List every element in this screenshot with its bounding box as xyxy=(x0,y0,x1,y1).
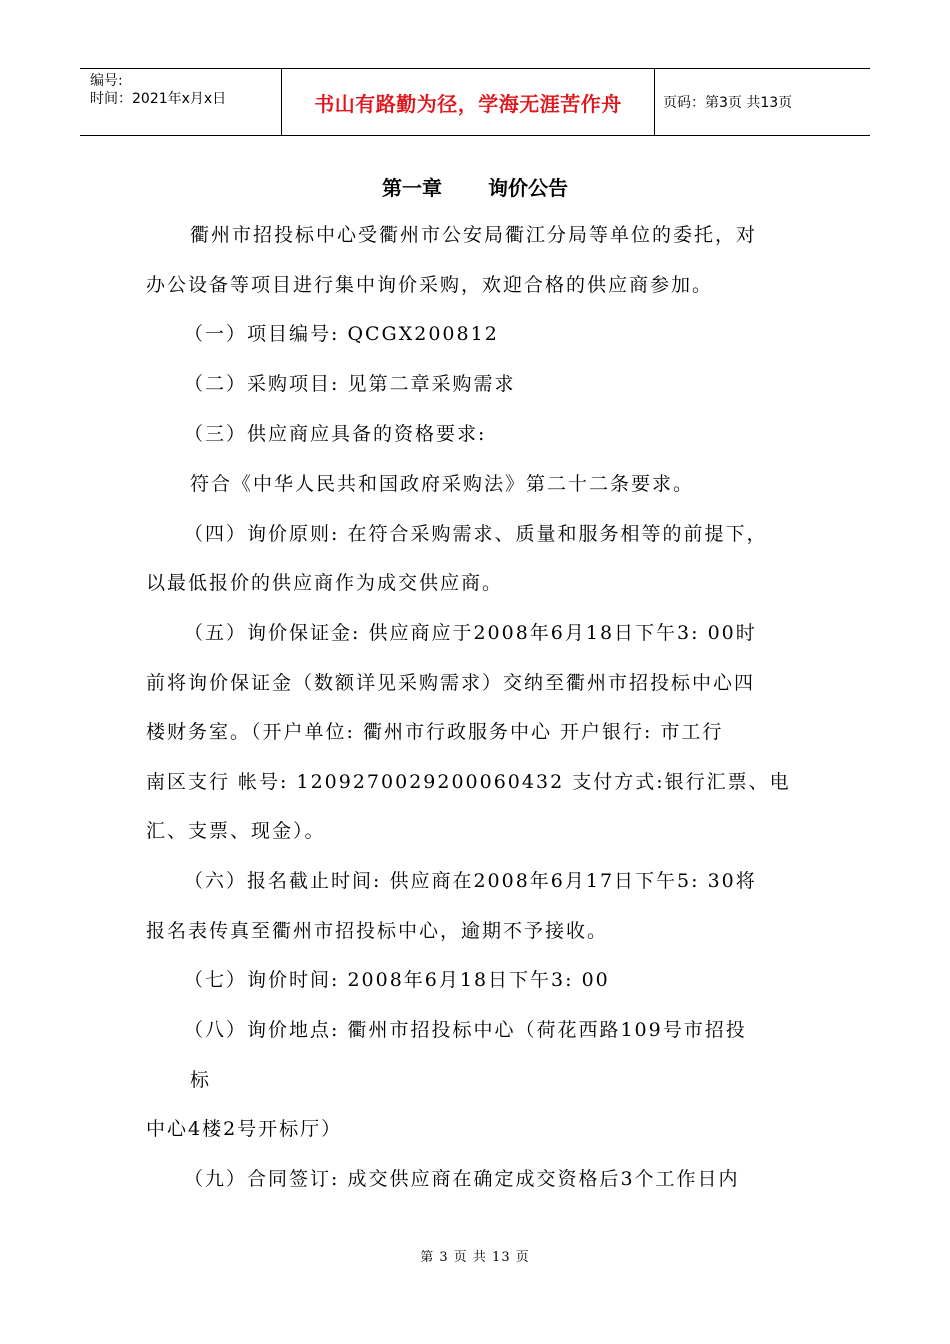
body-line-2: 办公设备等项目进行集中询价采购，欢迎合格的供应商参加。 xyxy=(146,274,714,296)
header-motto: 书山有路勤为径，学海无涯苦作舟 xyxy=(314,91,622,116)
body-line-10: 前将询价保证金（数额详见采购需求）交纳至衢州市招投标中心四 xyxy=(146,672,756,694)
body-line-11: 楼财务室。（开户单位: 衢州市行政服务中心 开户银行: 市工行 xyxy=(146,721,724,743)
body-line-9: （五）询价保证金: 供应商应于2008年6月18日下午3: 00时 xyxy=(184,622,757,644)
body-line-19: 中心4楼2号开标厅） xyxy=(146,1118,343,1140)
chapter-number: 第一章 xyxy=(382,176,442,200)
page-footer: 第 3 页 共 13 页 xyxy=(420,1250,530,1265)
body-line-8: 以最低报价的供应商作为成交供应商。 xyxy=(146,572,504,594)
header-left-cell xyxy=(80,69,282,135)
body-line-3: （一）项目编号: QCGX200812 xyxy=(184,323,499,345)
body-line-20: （九）合同签订: 成交供应商在确定成交资格后3个工作日内 xyxy=(184,1168,740,1190)
body-line-4: （二）采购项目: 见第二章采购需求 xyxy=(184,373,516,395)
header-time-label: 时间：2021年x月x日 xyxy=(90,91,227,107)
chapter-title xyxy=(0,172,950,201)
body-line-6: 符合《中华人民共和国政府采购法》第二十二条要求。 xyxy=(190,473,695,495)
chapter-name: 询价公告 xyxy=(488,176,568,200)
body-line-7: （四）询价原则: 在符合采购需求、质量和服务相等的前提下， xyxy=(184,523,768,545)
page-header xyxy=(80,68,870,136)
body-line-15: 报名表传真至衢州市招投标中心，逾期不予接收。 xyxy=(146,920,609,942)
body-line-12: 南区支行 帐号: 1209270029200060432 支付方式:银行汇票、电 xyxy=(146,771,791,793)
body-line-14: （六）报名截止时间: 供应商在2008年6月17日下午5: 30将 xyxy=(184,870,757,892)
body-line-17: （八）询价地点: 衢州市招投标中心（荷花西路109号市招投 xyxy=(184,1019,747,1041)
header-motto-cell xyxy=(282,69,655,135)
body-line-1: 衢州市招投标中心受衢州市公安局衢江分局等单位的委托，对 xyxy=(190,224,758,246)
body-line-5: （三）供应商应具备的资格要求: xyxy=(184,423,487,445)
header-number-label: 编号: xyxy=(90,73,123,89)
body-line-16: （七）询价时间: 2008年6月18日下午3: 00 xyxy=(184,969,610,991)
header-page-info: 页码：第3页 共13页 xyxy=(663,95,793,111)
body-line-13: 汇、支票、现金）。 xyxy=(146,820,326,842)
body-line-18: 标 xyxy=(190,1069,212,1091)
